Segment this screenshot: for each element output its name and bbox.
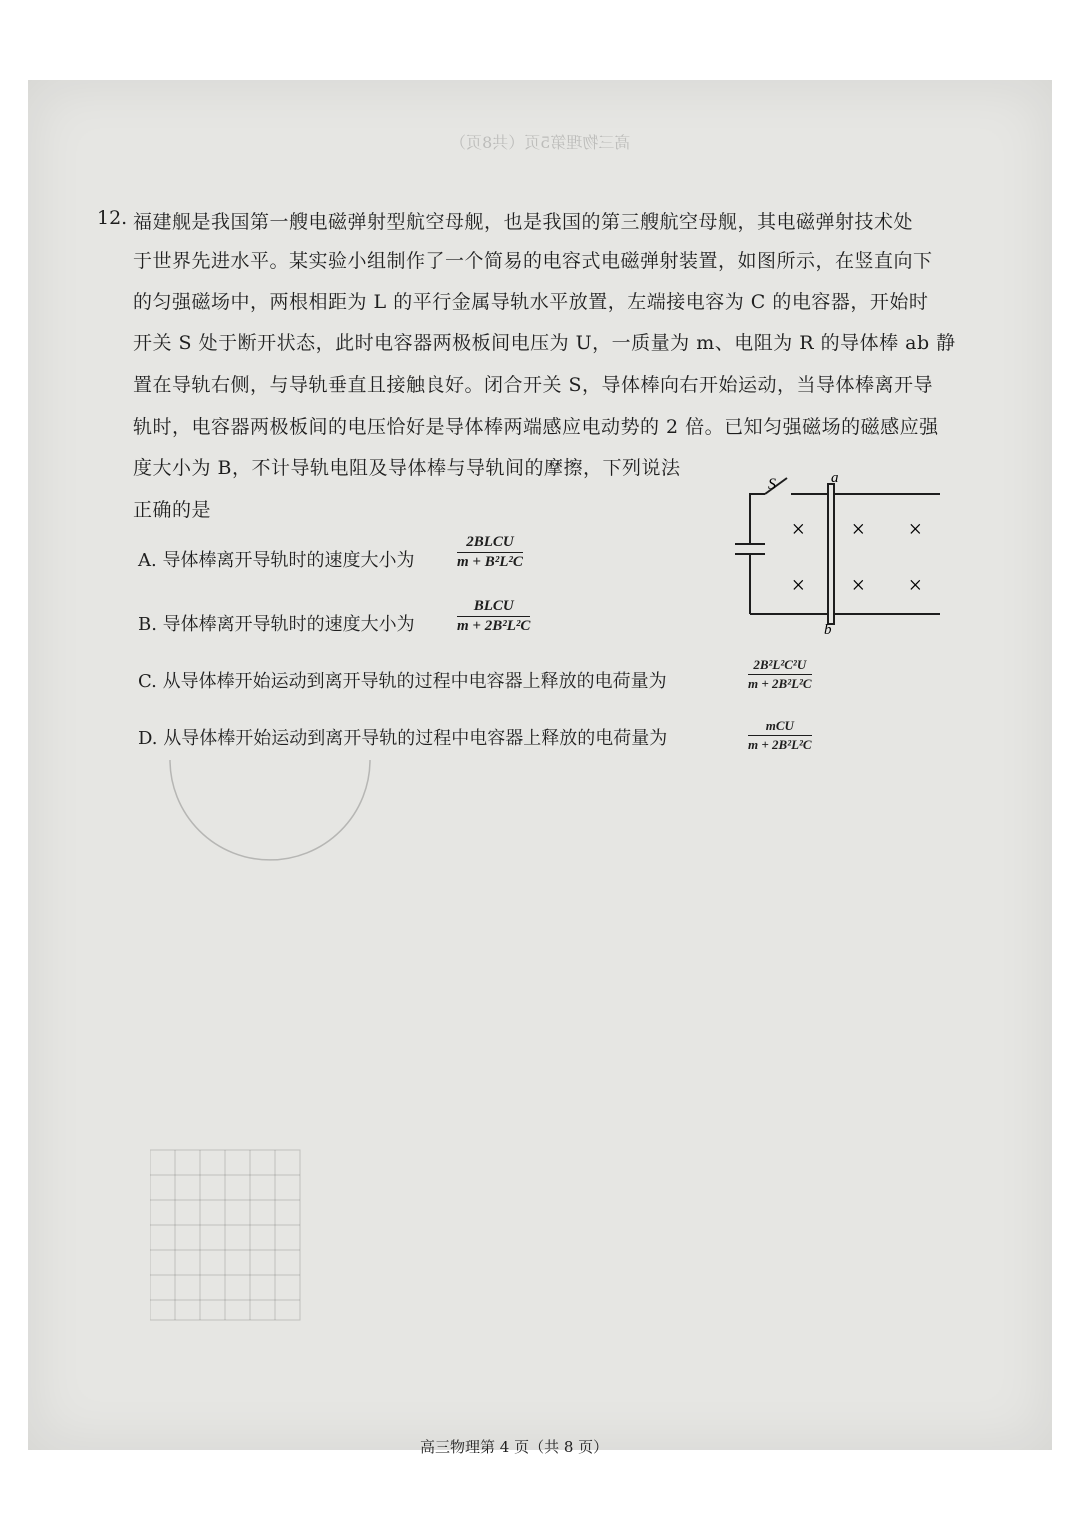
switch-label: S: [768, 476, 776, 493]
bleed-through-block: [150, 760, 910, 1400]
option-a-fraction: [457, 534, 523, 571]
option-a: [138, 546, 414, 572]
bleed-through-header: 高三物理第5页（共8页）: [450, 133, 631, 152]
magnetic-field-marks: [790, 517, 923, 599]
bleed-through-graph: [150, 760, 910, 1400]
field-mark: ×: [790, 517, 807, 543]
field-mark: ×: [790, 573, 807, 599]
question-line-1: 福建舰是我国第一艘电磁弹射型航空母舰，也是我国的第三艘航空母舰，其电磁弹射技术处: [133, 211, 914, 233]
option-c-denominator: m + 2B²L²C: [748, 676, 812, 691]
field-mark: ×: [907, 517, 924, 543]
option-b-fraction: [457, 598, 530, 635]
rod-top-label: a: [831, 470, 839, 486]
option-c: [138, 667, 667, 693]
option-c-text: C. 从导体棒开始运动到离开导轨的过程中电容器上释放的电荷量为: [138, 671, 667, 692]
question-line-3: 的匀强磁场中，两根相距为 L 的平行金属导轨水平放置，左端接电容为 C 的电容器，开始时: [133, 291, 929, 313]
capacitor-plates: [735, 544, 765, 554]
option-d: [138, 724, 667, 750]
option-c-numerator: 2B²L²C²U: [748, 657, 812, 675]
question-number: 12.: [97, 207, 128, 229]
page-footer: 高三物理第 4 页（共 8 页）: [420, 1438, 609, 1456]
option-b-denominator: m + 2B²L²C: [457, 618, 531, 634]
option-c-fraction: [748, 657, 812, 692]
rod-bottom-label: b: [824, 622, 832, 638]
option-b-text: B. 导体棒离开导轨时的速度大小为: [138, 614, 415, 635]
question-line-2: 于世界先进水平。某实验小组制作了一个简易的电容式电磁弹射装置，如图所示，在竖直向下: [133, 250, 933, 272]
circuit-diagram: [725, 470, 955, 640]
conductor-rod: [828, 484, 834, 624]
option-d-text: D. 从导体棒开始运动到离开导轨的过程中电容器上释放的电荷量为: [138, 728, 668, 749]
option-d-numerator: mCU: [748, 718, 812, 736]
question-line-7: 度大小为 B，不计导轨电阻及导体棒与导轨间的摩擦，下列说法: [133, 457, 681, 479]
option-b-numerator: BLCU: [457, 598, 530, 617]
option-d-denominator: m + 2B²L²C: [748, 737, 812, 752]
option-b: [138, 610, 415, 636]
option-a-text: A. 导体棒离开导轨时的速度大小为: [138, 550, 415, 571]
question-line-5: 置在导轨右侧，与导轨垂直且接触良好。闭合开关 S，导体棒向右开始运动，当导体棒离开导: [133, 374, 934, 396]
field-mark: ×: [907, 573, 924, 599]
field-mark: ×: [850, 573, 867, 599]
field-mark: ×: [850, 517, 867, 543]
question-line-6: 轨时，电容器两极板间的电压恰好是导体棒两端感应电动势的 2 倍。已知匀强磁场的磁感应强: [133, 416, 939, 438]
option-a-numerator: 2BLCU: [457, 534, 523, 553]
question-line-8: 正确的是: [133, 499, 212, 521]
option-a-denominator: m + B²L²C: [457, 554, 523, 570]
question-line-4: 开关 S 处于断开状态，此时电容器两极板间电压为 U，一质量为 m、电阻为 R 的导体棒 ab 静: [133, 332, 956, 354]
left-top-wire: [750, 494, 765, 524]
option-d-fraction: [748, 718, 812, 753]
